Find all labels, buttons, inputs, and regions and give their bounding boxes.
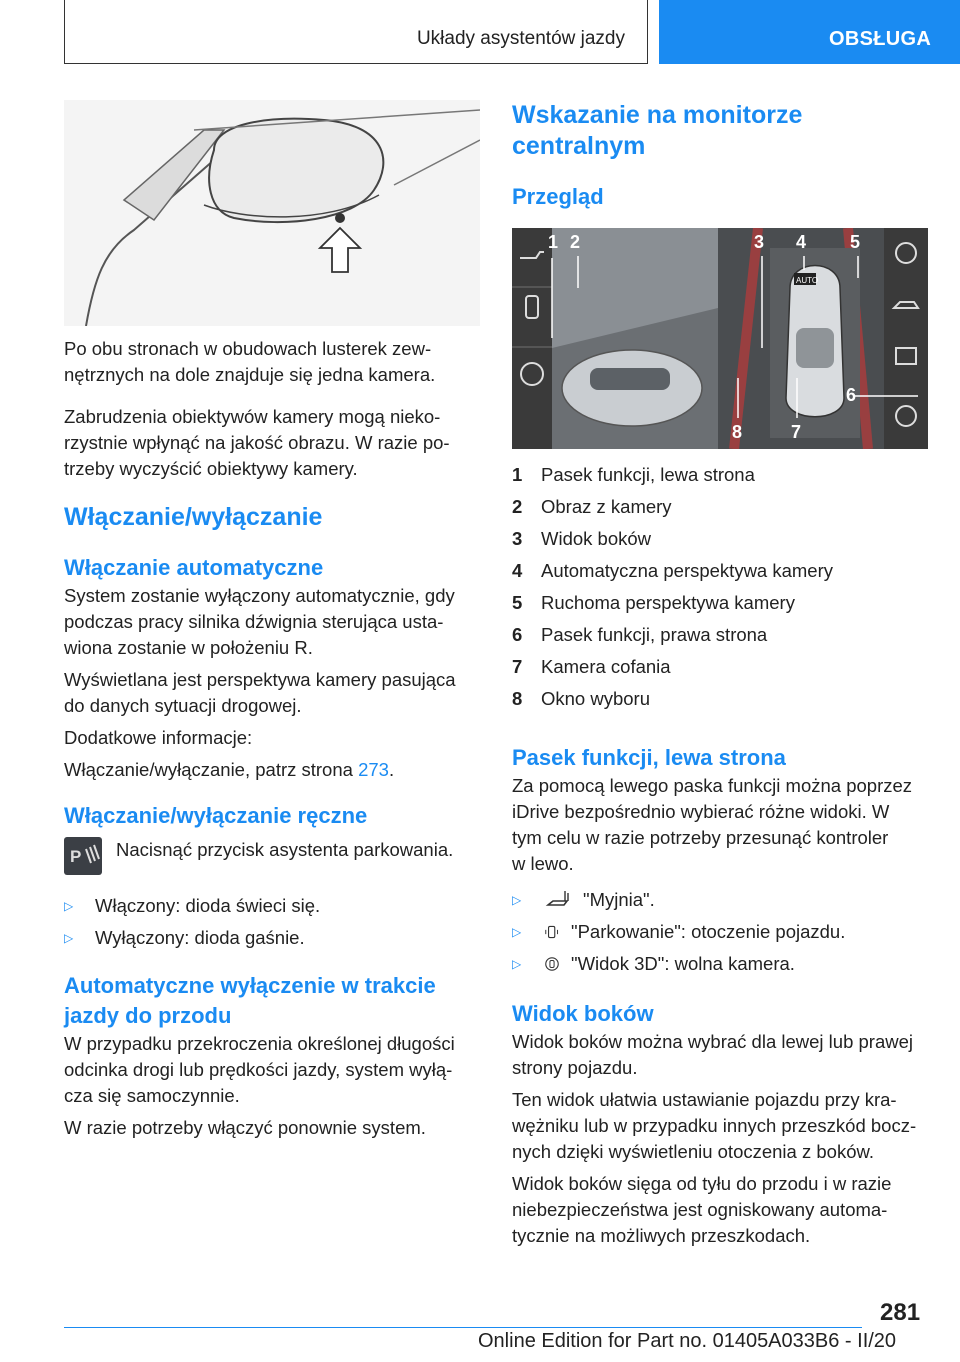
bullet-parking-text: "Parkowanie": otoczenie pojazdu. bbox=[571, 921, 846, 942]
park-assist-button-icon bbox=[64, 837, 102, 875]
left-column bbox=[64, 100, 480, 1141]
monitor-screenshot-figure bbox=[512, 228, 928, 449]
page-reference bbox=[64, 757, 480, 783]
mirror-camera-text-line1: Po obu stronach w obudowach lusterek zew- bbox=[64, 338, 432, 359]
heading-manual: Włączanie/wyłączanie ręczne bbox=[64, 803, 368, 828]
park-button-instruction bbox=[64, 837, 480, 875]
right-column bbox=[512, 100, 928, 1249]
view-3d-icon bbox=[543, 953, 561, 975]
bullet-parking bbox=[512, 919, 928, 945]
legend-item: 2 Obraz z kamery bbox=[512, 496, 672, 517]
more-info-label: Dodatkowe informacje: bbox=[64, 727, 253, 748]
side-view-help-line2: wężniku lub w przypadku innych przeszkód bocz- bbox=[512, 1115, 917, 1136]
side-view-range-line1: Widok boków sięga od tyłu do przodu i w razie bbox=[512, 1173, 892, 1194]
page-reference-text: Włączanie/wyłączanie, patrz strona bbox=[64, 759, 353, 780]
mirror-camera-text-line2: nętrznych na dole znajduje się jedna kamera. bbox=[64, 364, 436, 385]
heading-monitor-line2: centralnym bbox=[512, 132, 646, 160]
heading-monitor-line1: Wskazanie na monitorze bbox=[512, 101, 803, 129]
auto-off-text-line1: W przypadku przekroczenia określonej długości bbox=[64, 1033, 455, 1054]
svg-text:P: P bbox=[70, 847, 82, 866]
callout-8: 8 bbox=[732, 422, 743, 442]
legend-item: 7 Kamera cofania bbox=[512, 656, 671, 677]
callout-4: 4 bbox=[796, 232, 807, 252]
auto-off-text-line2: odcinka drogi lub prędkości jazdy, system wyłą- bbox=[64, 1059, 453, 1080]
side-view-range-line3: tycznie na możliwych przeszkodach. bbox=[512, 1225, 811, 1246]
legend-item: 5 Ruchoma perspektywa kamery bbox=[512, 592, 795, 613]
heading-auto-off-line2: jazdy do przodu bbox=[64, 1003, 232, 1028]
bullet-on-text: Włączony: dioda świeci się. bbox=[95, 895, 321, 916]
callout-3: 3 bbox=[754, 232, 765, 252]
bullet-off-text: Wyłączony: dioda gaśnie. bbox=[95, 927, 305, 948]
callout-7: 7 bbox=[791, 422, 802, 442]
header-section-title: Układy asystentów jazdy bbox=[416, 28, 625, 49]
auto-on-text-line3: wiona zostanie w położeniu R. bbox=[64, 637, 313, 658]
perspective-text-line1: Wyświetlana jest perspektywa kamery pasująca bbox=[64, 669, 456, 690]
press-button-text: Nacisnąć przycisk asystenta parkowania. bbox=[116, 839, 454, 860]
callout-6: 6 bbox=[846, 385, 857, 405]
auto-off-text-line3: cza się samoczynnie. bbox=[64, 1085, 240, 1106]
callout-5: 5 bbox=[850, 232, 861, 252]
car-wash-icon bbox=[543, 889, 573, 911]
lens-dirt-text-line2: rzystnie wpłynąć na jakość obrazu. W razie po- bbox=[64, 432, 450, 453]
left-bar-text-line4: w lewo. bbox=[512, 853, 574, 874]
left-bar-text-line3: tym celu w razie potrzeby przesunąć kontroler bbox=[512, 827, 889, 848]
page-reference-link[interactable]: 273 bbox=[358, 759, 389, 780]
left-bar-text-line2: iDrive bezpośrednio wybierać różne widoki. W bbox=[512, 801, 890, 822]
heading-left-bar: Pasek funkcji, lewa strona bbox=[512, 745, 786, 770]
bullet-3d-view-text: "Widok 3D": wolna kamera. bbox=[571, 953, 795, 974]
page-reference-dot: . bbox=[388, 759, 395, 780]
header-chapter-label: OBSŁUGA bbox=[829, 28, 932, 50]
bullet-3d-view bbox=[512, 951, 928, 977]
legend-list bbox=[512, 459, 928, 715]
monitor-display-illustration bbox=[512, 228, 928, 449]
side-view-help-line3: nych dzięki wyświetleniu otoczenia z boków. bbox=[512, 1141, 874, 1162]
legend-item: 6 Pasek funkcji, prawa strona bbox=[512, 624, 768, 645]
mirror-camera-figure bbox=[64, 100, 480, 326]
triangle-bullet-icon: ▷ bbox=[512, 957, 522, 971]
bullet-car-wash bbox=[512, 887, 928, 913]
bullet-on bbox=[64, 893, 480, 919]
bullet-off bbox=[64, 925, 480, 951]
legend-item: 3 Widok boków bbox=[512, 528, 652, 549]
mirror-camera-illustration bbox=[64, 100, 480, 326]
callout-1: 1 bbox=[548, 232, 559, 252]
side-view-help-line1: Ten widok ułatwia ustawianie pojazdu przy kra- bbox=[512, 1089, 897, 1110]
header-section-box bbox=[64, 0, 648, 64]
heading-auto-on: Włączanie automatyczne bbox=[64, 555, 324, 580]
side-view-range-line2: niebezpieczeństwa jest ogniskowany automa- bbox=[512, 1199, 888, 1220]
heading-overview: Przegląd bbox=[512, 184, 604, 209]
legend-item: 8 Okno wyboru bbox=[512, 688, 650, 709]
legend-item: 4 Automatyczna perspektywa kamery bbox=[512, 560, 834, 581]
re-enable-text: W razie potrzeby włączyć ponownie system. bbox=[64, 1117, 426, 1138]
footer-edition: Online Edition for Part no. 01405A033B6 - II/20 bbox=[478, 1330, 897, 1352]
triangle-bullet-icon: ▷ bbox=[512, 893, 522, 907]
bullet-car-wash-text: "Myjnia". bbox=[583, 889, 655, 910]
lens-dirt-text-line1: Zabrudzenia obiektywów kamery mogą nieko- bbox=[64, 406, 441, 427]
parking-view-icon bbox=[543, 921, 561, 943]
perspective-text-line2: do danych sytuacji drogowej. bbox=[64, 695, 302, 716]
callout-2: 2 bbox=[570, 232, 581, 252]
footer-divider bbox=[64, 1327, 862, 1328]
heading-auto-off-line1: Automatyczne wyłączenie w trakcie bbox=[64, 973, 436, 998]
auto-perspective-label: AUTO bbox=[796, 276, 819, 285]
heading-on-off: Włączanie/wyłączanie bbox=[64, 503, 323, 531]
auto-on-text-line1: System zostanie wyłączony automatycznie, gdy bbox=[64, 585, 455, 606]
side-view-text-line1: Widok boków można wybrać dla lewej lub prawej bbox=[512, 1031, 914, 1052]
auto-on-text-line2: podczas pracy silnika dźwignia sterująca usta- bbox=[64, 611, 444, 632]
side-view-text-line2: strony pojazdu. bbox=[512, 1057, 638, 1078]
left-bar-text-line1: Za pomocą lewego paska funkcji można poprzez bbox=[512, 775, 913, 796]
heading-side-view: Widok boków bbox=[512, 1001, 654, 1026]
triangle-bullet-icon: ▷ bbox=[64, 931, 74, 945]
lens-dirt-text-line3: trzeby wyczyścić obiektywy kamery. bbox=[64, 458, 358, 479]
header-chapter-tab bbox=[659, 0, 960, 64]
legend-item: 1 Pasek funkcji, lewa strona bbox=[512, 464, 755, 485]
page-number: 281 bbox=[880, 1299, 921, 1326]
triangle-bullet-icon: ▷ bbox=[64, 899, 74, 913]
triangle-bullet-icon: ▷ bbox=[512, 925, 522, 939]
